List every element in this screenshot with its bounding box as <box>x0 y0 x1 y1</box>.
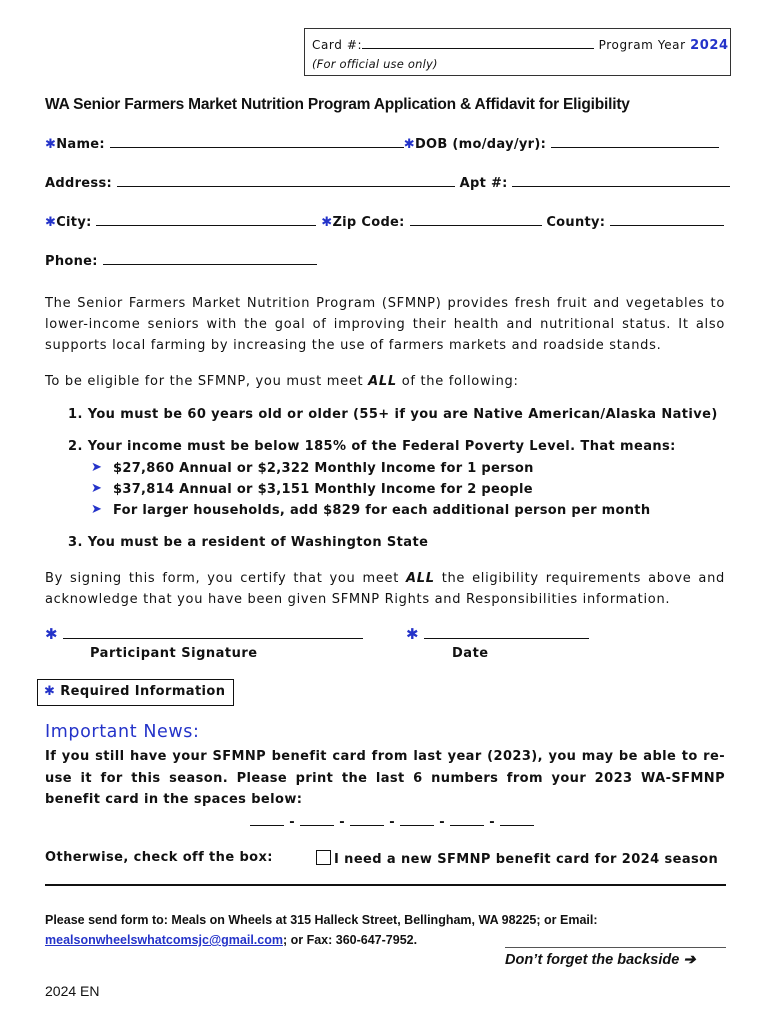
zip-line[interactable] <box>410 225 542 226</box>
date-line-row <box>406 624 589 643</box>
card-number-label: Card #: <box>312 38 363 52</box>
city-label: City: <box>56 215 92 230</box>
apt-line[interactable] <box>512 186 730 187</box>
income-item-text: For larger households, add $829 for each additional person per month <box>113 503 651 518</box>
certify-emphasis: ALL <box>405 571 435 586</box>
name-label: Name: <box>56 137 105 152</box>
fax-text: ; or Fax: 360-647-7952. <box>282 933 418 947</box>
intro-paragraph: The Senior Farmers Market Nutrition Program (SFMNP) provides fresh fruit and vegetables to lower-income seniors with the goal of improving their health and nutritional status. It also supports local farming by increasing the use of farmers markets and roadside stands. <box>45 296 725 353</box>
name-dob-row <box>45 137 719 152</box>
criterion-3: 3. You must be a resident of Washington State <box>68 535 429 550</box>
required-info-label: Required Information <box>60 684 226 699</box>
backside-text: Don’t forget the backside <box>505 952 680 968</box>
name-line[interactable] <box>110 147 404 148</box>
eligibility-intro-text: To be eligible for the SFMNP, you must meet <box>45 374 369 389</box>
phone-label: Phone: <box>45 254 98 269</box>
official-use-note: (For official use only) <box>312 57 438 71</box>
county-label: County: <box>546 215 606 230</box>
digit-field[interactable] <box>500 813 534 826</box>
asterisk-icon: ✱ <box>403 137 415 152</box>
income-item-text: $27,860 Annual or $2,322 Monthly Income for 1 person <box>113 461 534 476</box>
certify-tail: the eligibility requirements above and acknowledge that you have been given SFMNP Rights and Responsibilities information. <box>45 571 725 607</box>
address-line[interactable] <box>117 186 455 187</box>
chevron-right-icon: ➤ <box>91 460 103 475</box>
city-line[interactable] <box>96 225 316 226</box>
card-number-line[interactable] <box>362 48 594 49</box>
income-item <box>91 481 533 497</box>
required-info-box <box>37 679 234 706</box>
address-row <box>45 176 730 191</box>
new-card-label: I need a new SFMNP benefit card for 2024 season <box>334 852 719 867</box>
eligibility-intro <box>45 371 725 392</box>
chevron-right-icon: ➤ <box>91 502 103 517</box>
asterisk-icon: ✱ <box>406 625 419 643</box>
income-item <box>91 460 534 476</box>
backside-divider <box>505 947 726 948</box>
income-item-text: $37,814 Annual or $3,151 Monthly Income for 2 people <box>113 482 533 497</box>
form-title: WA Senior Farmers Market Nutrition Program Application & Affidavit for Eligibility <box>45 96 630 113</box>
digit-field[interactable] <box>300 813 334 826</box>
phone-row <box>45 254 317 269</box>
chevron-right-icon: ➤ <box>91 481 103 496</box>
eligibility-emphasis: ALL <box>368 374 397 389</box>
dob-label: DOB (mo/day/yr): <box>414 137 547 152</box>
date-label: Date <box>452 646 489 661</box>
digit-field[interactable] <box>450 813 484 826</box>
send-form-instructions <box>45 910 725 950</box>
backside-note <box>505 952 695 968</box>
zip-label: Zip Code: <box>332 215 405 230</box>
checkbox-icon[interactable] <box>316 850 331 865</box>
send-form-text: Please send form to: Meals on Wheels at 315 Halleck Street, Bellingham, WA 98225; or Email: <box>45 913 598 927</box>
program-year-label: Program Year <box>598 38 686 52</box>
asterisk-icon: ✱ <box>45 625 58 643</box>
signature-line-row <box>45 624 363 643</box>
apt-label: Apt #: <box>459 176 508 191</box>
form-version-code: 2024 EN <box>45 983 100 999</box>
county-line[interactable] <box>610 225 724 226</box>
address-label: Address: <box>45 176 112 191</box>
criterion-2: 2. Your income must be below 185% of the Federal Poverty Level. That means: <box>68 439 676 454</box>
new-card-option[interactable] <box>316 850 718 867</box>
certify-paragraph <box>45 568 725 610</box>
section-divider <box>45 884 726 886</box>
phone-line[interactable] <box>103 264 317 265</box>
date-line[interactable] <box>424 624 589 639</box>
asterisk-icon: ✱ <box>45 215 57 230</box>
city-zip-county-row <box>45 215 724 230</box>
criterion-1: 1. You must be 60 years old or older (55+ if you are Native American/Alaska Native) <box>68 407 718 422</box>
dob-line[interactable] <box>551 147 719 148</box>
otherwise-label: Otherwise, check off the box: <box>45 850 273 865</box>
official-card-box <box>304 28 731 76</box>
asterisk-icon: ✱ <box>44 684 56 699</box>
news-heading: Important News: <box>45 722 200 742</box>
card-digits-entry: - - - - - <box>250 813 534 830</box>
email-link[interactable]: mealsonwheelswhatcomsjc@gmail.com <box>45 933 283 947</box>
certify-text: By signing this form, you certify that you meet <box>45 571 406 586</box>
asterisk-icon: ✱ <box>321 215 333 230</box>
signature-line[interactable] <box>63 624 363 639</box>
participant-signature-label: Participant Signature <box>90 646 258 661</box>
news-body: If you still have your SFMNP benefit card from last year (2023), you may be able to re-use it for this season. Please print the last 6 numbers from your 2023 WA-SFMNP benefit card in the spaces below: <box>45 749 725 807</box>
digit-field[interactable] <box>400 813 434 826</box>
income-item <box>91 502 651 518</box>
asterisk-icon: ✱ <box>45 137 57 152</box>
digit-field[interactable] <box>350 813 384 826</box>
eligibility-intro-tail: of the following: <box>396 374 519 389</box>
program-year-value: 2024 <box>690 38 729 53</box>
digit-field[interactable] <box>250 813 284 826</box>
arrow-right-icon: ➔ <box>683 952 696 968</box>
